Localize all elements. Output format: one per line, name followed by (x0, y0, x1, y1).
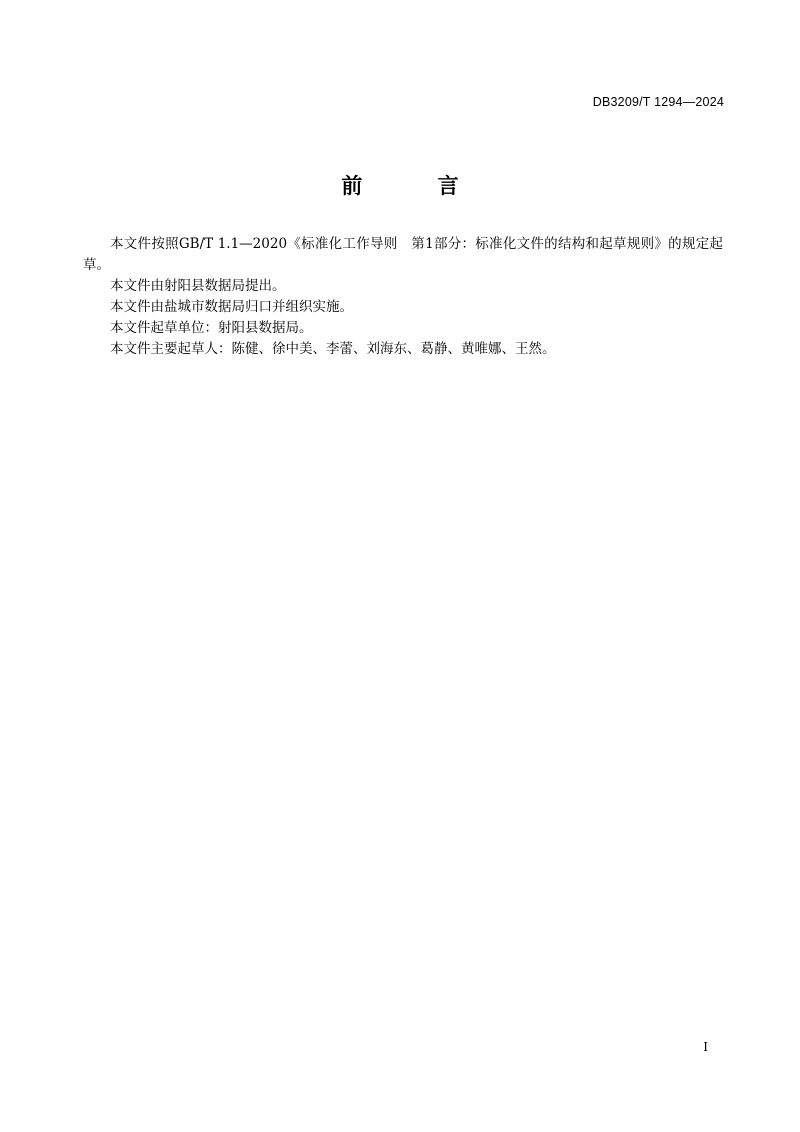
page-number: I (703, 1040, 708, 1054)
section-title: 前 言 (341, 174, 493, 198)
paragraph-drafters: 本文件主要起草人：陈健、徐中美、李蕾、刘海东、葛静、黄唯娜、王然。 (110, 341, 556, 357)
paragraph-drafting-basis: 本文件按照GB/T 1.1—2020《标准化工作导则 第1部分：标准化文件的结构和起草规则》的规定起草。 (83, 236, 723, 273)
foreword-body (83, 234, 723, 360)
paragraph-proposer: 本文件由射阳县数据局提出。 (110, 278, 286, 294)
paragraph-drafting-unit: 本文件起草单位：射阳县数据局。 (110, 320, 313, 336)
paragraph-administrator: 本文件由盐城市数据局归口并组织实施。 (110, 299, 353, 315)
document-code: DB3209/T 1294—2024 (592, 95, 724, 109)
